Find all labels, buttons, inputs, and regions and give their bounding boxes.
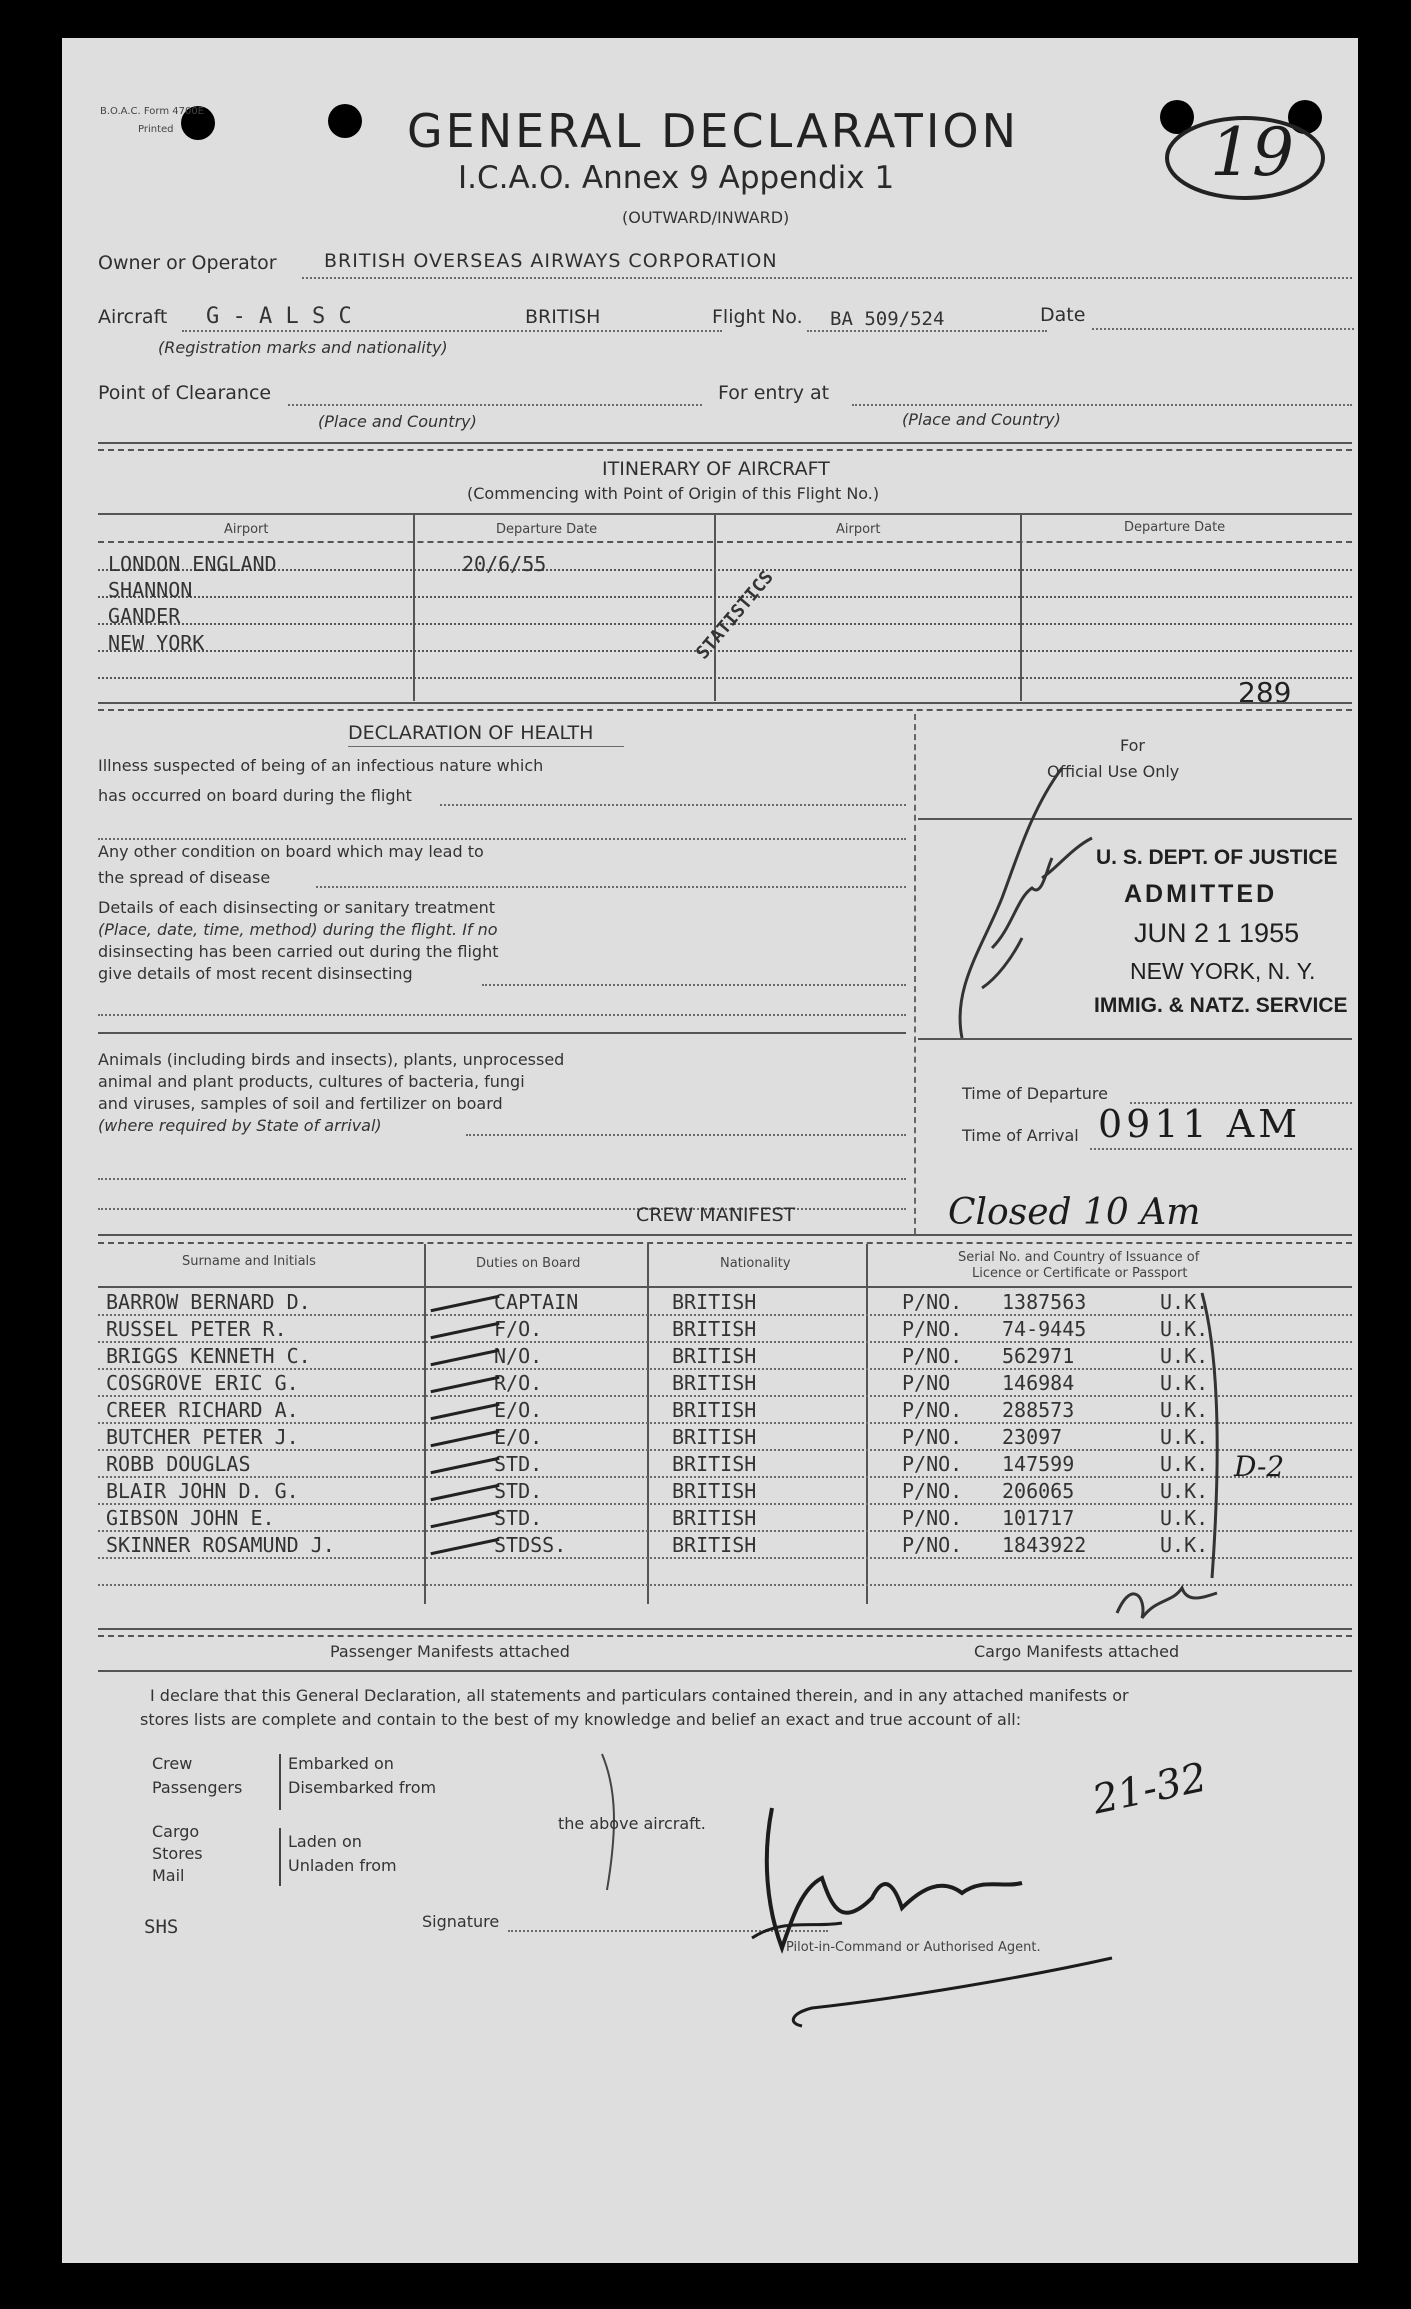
- punch-hole-center: [328, 104, 362, 138]
- place-label-right: (Place and Country): [902, 410, 1061, 429]
- crew-nationality: BRITISH: [672, 1398, 757, 1422]
- owner-label: Owner or Operator: [98, 252, 277, 274]
- crew-check-stroke: [430, 1295, 499, 1312]
- document-page: [62, 38, 1358, 2263]
- crew-duty: STD.: [494, 1506, 543, 1530]
- crew-passport-prefix: P/NO.: [902, 1398, 963, 1422]
- crew-title: CREW MANIFEST: [636, 1204, 796, 1226]
- crew-nationality: BRITISH: [672, 1452, 757, 1476]
- crew-check-stroke: [430, 1538, 499, 1555]
- crew-name: BRIGGS KENNETH C.: [106, 1344, 311, 1368]
- health-q2-line1: Any other condition on board which may lead to: [98, 842, 484, 861]
- crew-header-nationality: Nationality: [720, 1256, 791, 1271]
- itinerary-airport-2: SHANNON: [108, 578, 193, 602]
- crew-bracket-mark: [1192, 1288, 1232, 1588]
- page-title: GENERAL DECLARATION: [407, 104, 1020, 158]
- crew-row-line: [98, 1449, 1352, 1451]
- entry-label: For entry at: [718, 382, 830, 404]
- crew-duty: STD.: [494, 1452, 543, 1476]
- direction-label: (OUTWARD/INWARD): [622, 208, 790, 227]
- form-code: B.O.A.C. Form 4700E: [100, 106, 205, 117]
- crew-row-line: [98, 1422, 1352, 1424]
- aircraft-label: Aircraft: [98, 306, 168, 328]
- crew-passport-prefix: P/NO.: [902, 1506, 963, 1530]
- crew-passport-prefix: P/NO.: [902, 1344, 963, 1368]
- itinerary-airport-3: GANDER: [108, 604, 181, 628]
- declaration-stores: Stores: [152, 1844, 203, 1863]
- declaration-initials: SHS: [144, 1916, 179, 1938]
- crew-name: SKINNER ROSAMUND J.: [106, 1533, 335, 1557]
- crew-nationality: BRITISH: [672, 1479, 757, 1503]
- crew-check-stroke: [430, 1457, 499, 1474]
- crew-row-line: [98, 1530, 1352, 1532]
- declaration-disembarked: Disembarked from: [288, 1778, 437, 1797]
- crew-serial: 562971: [1002, 1344, 1075, 1368]
- crew-passport-prefix: P/NO.: [902, 1425, 963, 1449]
- crew-passport-prefix: P/NO: [902, 1371, 951, 1395]
- health-q4-line2: animal and plant products, cultures of bacteria, fungi: [98, 1072, 525, 1091]
- crew-passport-prefix: P/NO.: [902, 1452, 963, 1476]
- crew-duty: STDSS.: [494, 1533, 567, 1557]
- closed-note: Closed 10 Am: [948, 1192, 1201, 1233]
- crew-serial: 146984: [1002, 1371, 1075, 1395]
- crew-country: U.K.: [1160, 1371, 1209, 1395]
- crew-name: GIBSON JOHN E.: [106, 1506, 275, 1530]
- cargo-manifests: Cargo Manifests attached: [974, 1642, 1180, 1661]
- crew-serial: 206065: [1002, 1479, 1075, 1503]
- crew-passport-prefix: P/NO.: [902, 1317, 963, 1341]
- crew-country: U.K.: [1160, 1290, 1209, 1314]
- declaration-mail: Mail: [152, 1866, 185, 1885]
- health-q3-line4: give details of most recent disinsecting: [98, 964, 413, 983]
- crew-name: COSGROVE ERIC G.: [106, 1371, 299, 1395]
- declaration-note-number: 21-32: [1088, 1754, 1211, 1824]
- printed-label: Printed: [138, 124, 174, 135]
- declaration-line-2: stores lists are complete and contain to the best of my knowledge and belief an exact and true account of all:: [140, 1710, 1022, 1729]
- crew-duty: N/O.: [494, 1344, 543, 1368]
- crew-country: U.K.: [1160, 1398, 1209, 1422]
- passenger-manifests: Passenger Manifests attached: [330, 1642, 570, 1661]
- health-q3-line3: disinsecting has been carried out during the flight: [98, 942, 499, 961]
- signature-label: Signature: [422, 1912, 500, 1931]
- crew-name: ROBB DOUGLAS: [106, 1452, 251, 1476]
- folio-number: 19: [1210, 114, 1294, 191]
- declaration-crew: Crew: [152, 1754, 193, 1773]
- declaration-above-aircraft: the above aircraft.: [558, 1814, 706, 1833]
- crew-serial: 74-9445: [1002, 1317, 1087, 1341]
- health-q2-line2: the spread of disease: [98, 868, 271, 887]
- health-q4-line4: (where required by State of arrival): [98, 1116, 382, 1135]
- crew-check-stroke: [430, 1403, 499, 1420]
- crew-duty: CAPTAIN: [494, 1290, 579, 1314]
- crew-serial: 23097: [1002, 1425, 1063, 1449]
- crew-check-stroke: [430, 1322, 499, 1339]
- crew-serial: 101717: [1002, 1506, 1075, 1530]
- crew-header-serial-2: Licence or Certificate or Passport: [972, 1266, 1188, 1281]
- crew-nationality: BRITISH: [672, 1290, 757, 1314]
- flight-value: BA 509/524: [830, 308, 945, 330]
- itinerary-header-airport-1: Airport: [224, 522, 269, 537]
- crew-nationality: BRITISH: [672, 1371, 757, 1395]
- crew-check-stroke: [430, 1484, 499, 1501]
- health-q4-line3: and viruses, samples of soil and fertilizer on board: [98, 1094, 503, 1113]
- stamp-number: 289: [1238, 676, 1292, 709]
- crew-margin-note: D-2: [1234, 1450, 1285, 1483]
- crew-passport-prefix: P/NO.: [902, 1290, 963, 1314]
- crew-duty: STD.: [494, 1479, 543, 1503]
- crew-check-stroke: [430, 1430, 499, 1447]
- itinerary-header-airport-2: Airport: [836, 522, 881, 537]
- declaration-line-1: I declare that this General Declaration, all statements and particulars contained therein, and in any attached manifests or: [150, 1686, 1129, 1705]
- crew-nationality: BRITISH: [672, 1506, 757, 1530]
- crew-country: U.K.: [1160, 1344, 1209, 1368]
- place-label-left: (Place and Country): [318, 412, 477, 431]
- health-title: DECLARATION OF HEALTH: [348, 722, 594, 744]
- crew-country: U.K.: [1160, 1317, 1209, 1341]
- signature-role: Pilot-in-Command or Authorised Agent.: [786, 1940, 1041, 1955]
- crew-check-stroke: [430, 1511, 499, 1528]
- date-label: Date: [1040, 304, 1086, 326]
- crew-nationality: BRITISH: [672, 1425, 757, 1449]
- crew-country: U.K.: [1160, 1506, 1209, 1530]
- flight-label: Flight No.: [712, 306, 803, 328]
- crew-row-line: [98, 1503, 1352, 1505]
- crew-header-duties: Duties on Board: [476, 1256, 581, 1271]
- crew-serial: 1843922: [1002, 1533, 1087, 1557]
- crew-name: BARROW BERNARD D.: [106, 1290, 311, 1314]
- stamp-line-2: ADMITTED: [1124, 880, 1278, 908]
- crew-serial: 147599: [1002, 1452, 1075, 1476]
- crew-country: U.K.: [1160, 1533, 1209, 1557]
- time-of-arrival-label: Time of Arrival: [962, 1126, 1079, 1145]
- itinerary-title: ITINERARY OF AIRCRAFT: [602, 458, 830, 480]
- crew-check-stroke: [430, 1349, 499, 1366]
- crew-country: U.K.: [1160, 1452, 1209, 1476]
- crew-country: U.K.: [1160, 1425, 1209, 1449]
- point-of-clearance-label: Point of Clearance: [98, 382, 272, 404]
- time-of-departure-label: Time of Departure: [962, 1084, 1108, 1103]
- health-q3-line2: (Place, date, time, method) during the flight. If no: [98, 920, 498, 939]
- declaration-laden: Laden on: [288, 1832, 362, 1851]
- crew-nationality: BRITISH: [672, 1533, 757, 1557]
- crew-name: BLAIR JOHN D. G.: [106, 1479, 299, 1503]
- pilot-signature: [722, 1778, 1122, 2038]
- stamp-line-4: NEW YORK, N. Y.: [1130, 958, 1316, 984]
- crew-row-line: [98, 1314, 1352, 1316]
- declaration-cargo: Cargo: [152, 1822, 200, 1841]
- health-q4-line1: Animals (including birds and insects), plants, unprocessed: [98, 1050, 565, 1069]
- crew-duty: F/O.: [494, 1317, 543, 1341]
- crew-check-stroke: [430, 1376, 499, 1393]
- stamp-line-1: U. S. DEPT. OF JUSTICE: [1096, 846, 1338, 869]
- time-of-arrival-value: 0911 AM: [1098, 1102, 1302, 1146]
- crew-header-name: Surname and Initials: [182, 1254, 316, 1269]
- crew-passport-prefix: P/NO.: [902, 1533, 963, 1557]
- crew-country: U.K.: [1160, 1479, 1209, 1503]
- itinerary-header-date-1: Departure Date: [496, 522, 598, 537]
- crew-serial: 288573: [1002, 1398, 1075, 1422]
- page-subtitle: I.C.A.O. Annex 9 Appendix 1: [458, 160, 895, 196]
- crew-duty: R/O.: [494, 1371, 543, 1395]
- itinerary-airport-1: LONDON ENGLAND: [108, 552, 277, 576]
- health-q1-line1: Illness suspected of being of an infectious nature which: [98, 756, 544, 775]
- official-use-label: Official Use Only: [1047, 762, 1180, 781]
- crew-name: BUTCHER PETER J.: [106, 1425, 299, 1449]
- aircraft-registration: G - A L S C: [206, 304, 352, 329]
- itinerary-header-date-2: Departure Date: [1124, 520, 1226, 535]
- itinerary-subtitle: (Commencing with Point of Origin of this Flight No.): [467, 484, 880, 503]
- crew-duty: E/O.: [494, 1398, 543, 1422]
- crew-row-line: [98, 1341, 1352, 1343]
- official-for-label: For: [1120, 736, 1145, 755]
- crew-duty: E/O.: [494, 1425, 543, 1449]
- owner-value: BRITISH OVERSEAS AIRWAYS CORPORATION: [324, 250, 778, 272]
- crew-header-serial-1: Serial No. and Country of Issuance of: [958, 1250, 1200, 1265]
- health-q1-line2: has occurred on board during the flight: [98, 786, 412, 805]
- itinerary-airport-4: NEW YORK: [108, 631, 205, 655]
- crew-nationality: BRITISH: [672, 1317, 757, 1341]
- stamp-line-5: IMMIG. & NATZ. SERVICE: [1094, 994, 1348, 1017]
- officer-signature: [922, 748, 1122, 1068]
- itinerary-departure-date: 20/6/55: [462, 552, 547, 576]
- stamp-line-3: JUN 2 1 1955: [1134, 918, 1300, 948]
- crew-row-line: [98, 1395, 1352, 1397]
- crew-passport-prefix: P/NO.: [902, 1479, 963, 1503]
- declaration-unladen: Unladen from: [288, 1856, 397, 1875]
- declaration-embarked: Embarked on: [288, 1754, 394, 1773]
- crew-serial: 1387563: [1002, 1290, 1087, 1314]
- registration-sublabel: (Registration marks and nationality): [158, 338, 448, 357]
- declaration-passengers: Passengers: [152, 1778, 243, 1797]
- health-q3-line1: Details of each disinsecting or sanitary treatment: [98, 898, 495, 917]
- crew-name: RUSSEL PETER R.: [106, 1317, 287, 1341]
- statistics-stamp: STATISTICS: [692, 566, 778, 664]
- crew-name: CREER RICHARD A.: [106, 1398, 299, 1422]
- aircraft-nationality: BRITISH: [525, 306, 601, 328]
- crew-row-line: [98, 1368, 1352, 1370]
- crew-row-line: [98, 1476, 1352, 1478]
- crew-nationality: BRITISH: [672, 1344, 757, 1368]
